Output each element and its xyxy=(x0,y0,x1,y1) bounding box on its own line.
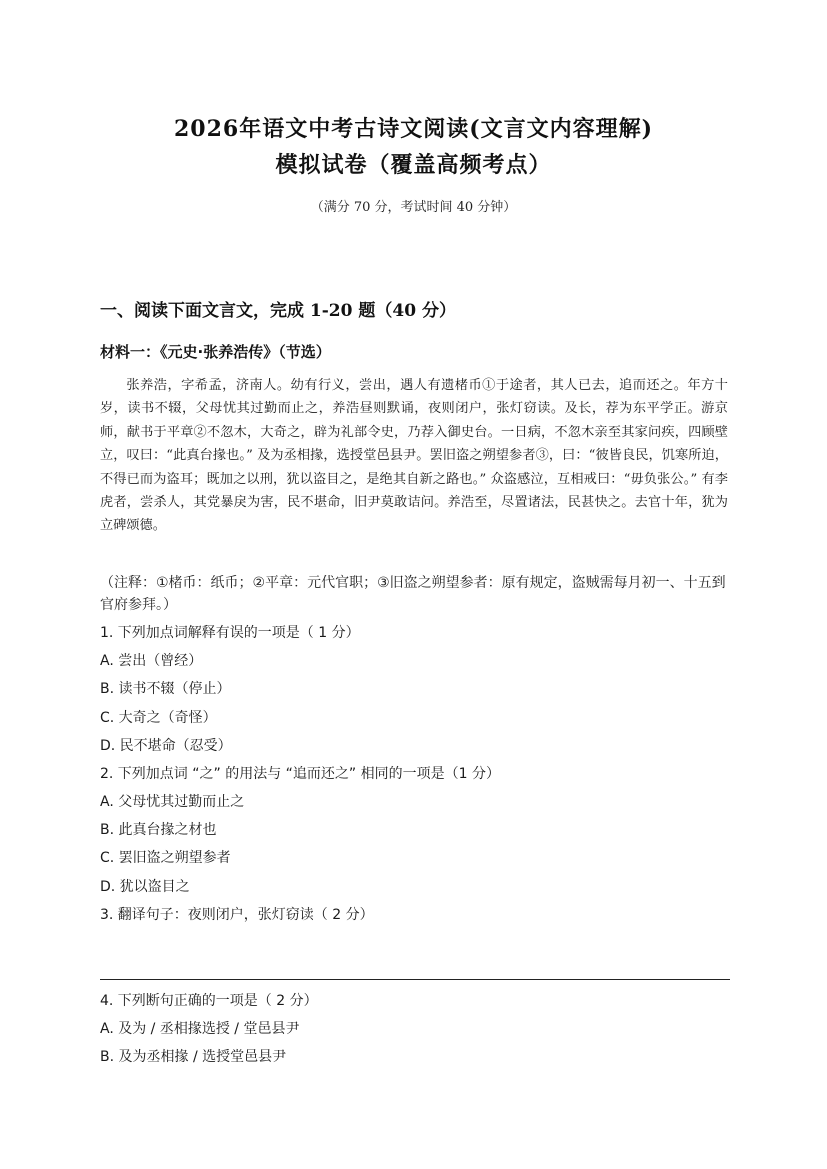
exam-title-line2: 模拟试卷（覆盖高频考点） xyxy=(275,152,552,178)
question-2-option-d: D. 犹以盗目之 xyxy=(100,879,190,895)
question-2-option-a: A. 父母忧其过勤而止之 xyxy=(100,794,245,810)
question-4-option-a: A. 及为 / 丞相掾选授 / 堂邑县尹 xyxy=(100,1021,300,1037)
question-4-stem: 4. 下列断句正确的一项是（ 2 分） xyxy=(100,993,318,1009)
question-2-option-c: C. 罢旧盗之朔望参者 xyxy=(100,850,231,866)
section-heading: 一、阅读下面文言文，完成 1-20 题（40 分） xyxy=(100,301,456,321)
question-1-option-d: D. 民不堪命（忍受） xyxy=(100,738,232,754)
question-3-stem: 3. 翻译句子：夜则闭户，张灯窃读（ 2 分） xyxy=(100,907,374,923)
question-2-option-b: B. 此真台掾之材也 xyxy=(100,822,217,838)
exam-subtitle: （满分 70 分，考试时间 40 分钟） xyxy=(310,200,517,215)
question-1-option-b: B. 读书不辍（停止） xyxy=(100,681,231,697)
question-1-option-c: C. 大奇之（奇怪） xyxy=(100,710,217,726)
classical-passage: 张养浩，字希孟，济南人。幼有行义，尝出，遇人有遗楮币①于途者，其人已去，追而还之。年方十岁，读书不辍，父母忧其过勤而止之，养浩昼则默诵，夜则闭户，张灯窃读。及长，荐为东平学正。游京师，献书于平章②不忽木，大奇之，辟为礼部令史，乃荐入御史台。一日病，不忽木亲至其家问疾，四顾壁立，叹曰：“此真台掾也。” 及为丞相掾，选授堂邑县尹。罢旧盗之朔望参者③，曰：“彼皆良民，饥寒所迫，不得已而为盗耳；既加之以刑，犹以盗目之，是绝其自新之路也。” 众盗感泣，互相戒曰：“毋负张公。” 有李虎者，尝杀人，其党暴戾为害，民不堪命，旧尹莫敢诘问。养浩至，尽置诸法，民甚快之。去官十年，犹为立碑颂德。 xyxy=(100,378,728,534)
answer-line xyxy=(100,979,730,980)
exam-title-line1: 2026年语文中考古诗文阅读(文言文内容理解) xyxy=(173,116,654,142)
question-4-option-b: B. 及为丞相掾 / 选授堂邑县尹 xyxy=(100,1049,287,1065)
question-1-option-a: A. 尝出（曾经） xyxy=(100,653,203,669)
annotation-note: （注释：①楮币：纸币；②平章：元代官职；③旧盗之朔望参者：原有规定，盗贼需每月初一、十五到官府参拜。） xyxy=(100,575,726,613)
question-2-stem: 2. 下列加点词 “之” 的用法与 “追而还之” 相同的一项是（1 分） xyxy=(100,766,500,782)
question-1-stem: 1. 下列加点词解释有误的一项是（ 1 分） xyxy=(100,625,360,641)
material-title: 材料一：《元史·张养浩传》（节选） xyxy=(100,343,331,361)
